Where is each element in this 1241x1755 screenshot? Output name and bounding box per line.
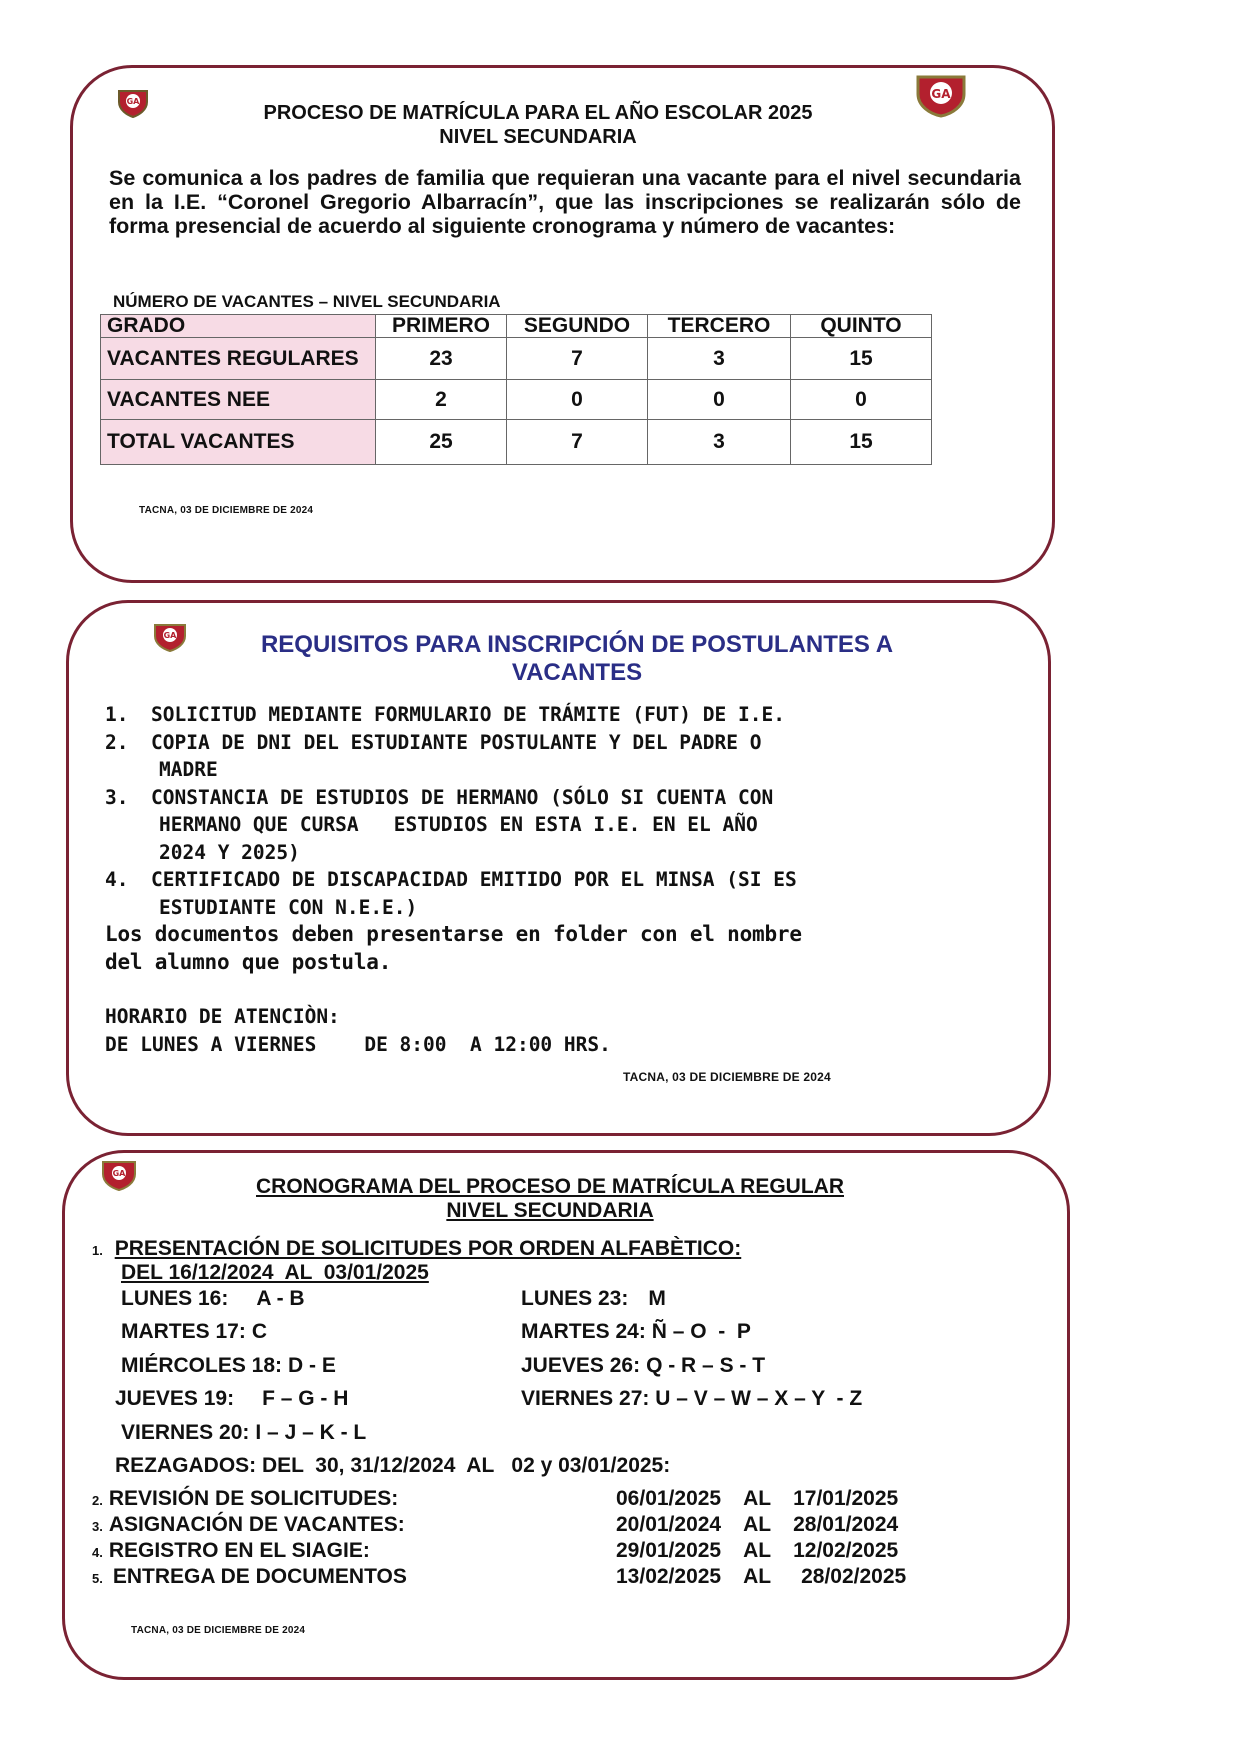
list-item [105, 729, 1035, 784]
date-to: 17/01/2025 [793, 1487, 899, 1510]
date-from: 20/01/2024 [616, 1513, 722, 1536]
column-header: PRIMERO [376, 315, 507, 338]
step-1-range: DEL 16/12/2024 AL 03/01/2025 [121, 1261, 429, 1284]
title-subline: VACANTES [511, 659, 643, 686]
hours-days: DE LUNES A VIERNES [105, 1032, 317, 1056]
page-title [183, 101, 893, 149]
note-line: Los documentos deben presentarse en folder con el nombre [105, 922, 802, 946]
day-letters-right [521, 1387, 862, 1411]
day-letters-left [115, 1387, 348, 1411]
table-cell: 0 [507, 380, 648, 420]
list-item [105, 701, 1035, 729]
date-to: 28/02/2025 [801, 1565, 907, 1588]
day-label: MARTES 17: [121, 1320, 246, 1343]
schedule-step [92, 1539, 370, 1563]
day-letters: A - B [256, 1287, 305, 1310]
list-item [105, 784, 1035, 867]
school-crest-icon [101, 1159, 137, 1191]
day-label: VIERNES 20: [121, 1421, 250, 1444]
day-letters: M [648, 1287, 666, 1310]
step-label: ENTREGA DE DOCUMENTOS [112, 1565, 407, 1588]
day-label: JUEVES 19: [115, 1387, 235, 1410]
column-header: GRADO [101, 315, 376, 338]
table-header-row [101, 315, 932, 338]
schedule-step [92, 1565, 407, 1589]
item-number: 4. [105, 868, 129, 891]
late-applications: REZAGADOS: DEL 30, 31/12/2024 AL 02 y 03/01/2025: [115, 1454, 671, 1477]
step-dates [616, 1487, 898, 1511]
day-letters-left [121, 1320, 267, 1344]
table-row [101, 380, 932, 420]
date-from: 29/01/2025 [616, 1539, 722, 1562]
hours-time: DE 8:00 A 12:00 HRS. [364, 1032, 611, 1056]
table-cell: 15 [791, 420, 932, 465]
date-separator: AL [743, 1565, 772, 1588]
title-line: PROCESO DE MATRÍCULA PARA EL AÑO ESCOLAR 2025 [263, 102, 813, 124]
announcement-paragraph: Se comunica a los padres de familia que requieran una vacante para el nivel secundaria en la I.E. “Coronel Gregorio Albarracín”, que las inscripciones se realizarán sólo de forma presencial de acuerdo al siguiente cronograma y número de vacantes: [109, 166, 1021, 238]
vacancies-table [100, 314, 932, 465]
item-line: MADRE [159, 758, 218, 781]
hours-line [105, 1031, 1035, 1059]
date-separator: AL [743, 1487, 772, 1510]
schedule-step [92, 1513, 405, 1537]
step-title: PRESENTACIÓN DE SOLICITUDES POR ORDEN ALFABÈTICO: [114, 1237, 742, 1260]
row-label: TOTAL VACANTES [101, 420, 376, 465]
title-line: REQUISITOS PARA INSCRIPCIÓN DE POSTULANTES A [260, 631, 894, 658]
step-1-title [92, 1237, 741, 1261]
day-letters: F – G - H [262, 1387, 349, 1410]
enrollment-vacancies-card [70, 65, 1055, 583]
table-cell: 2 [376, 380, 507, 420]
spacer [105, 976, 1035, 1003]
day-letters: Ñ – O - P [651, 1320, 751, 1343]
table-cell: 15 [791, 338, 932, 380]
date-line: TACNA, 03 DE DICIEMBRE DE 2024 [623, 1070, 831, 1084]
item-line: 2024 Y 2025) [159, 840, 300, 864]
day-letters: I – J – K - L [255, 1421, 367, 1444]
step-dates [616, 1565, 906, 1589]
svg-text:GA: GA [126, 97, 140, 106]
day-letters-left [121, 1287, 305, 1311]
table-cell: 0 [791, 380, 932, 420]
day-letters-right [521, 1320, 751, 1344]
date-separator: AL [743, 1513, 772, 1536]
day-label: MARTES 24: [521, 1320, 646, 1343]
step-number: 5. [92, 1571, 103, 1586]
step-dates [616, 1539, 898, 1563]
day-label: MIÉRCOLES 18: [121, 1354, 283, 1377]
schedule-card [62, 1150, 1070, 1680]
svg-text:GA: GA [931, 87, 951, 101]
day-letters-right [521, 1354, 765, 1378]
step-label: REGISTRO EN EL SIAGIE: [108, 1539, 370, 1562]
row-label: VACANTES REGULARES [101, 338, 376, 380]
school-crest-icon [117, 88, 149, 118]
table-cell: 23 [376, 338, 507, 380]
svg-text:GA: GA [112, 1169, 126, 1178]
day-letters: C [251, 1320, 268, 1343]
day-label: VIERNES 27: [521, 1387, 650, 1410]
item-line: HERMANO QUE CURSA ESTUDIOS EN ESTA I.E. EN EL AÑO [159, 813, 758, 836]
schedule-step [92, 1487, 398, 1511]
step-label: ASIGNACIÓN DE VACANTES: [108, 1513, 405, 1536]
date-line: TACNA, 03 DE DICIEMBRE DE 2024 [139, 505, 314, 516]
date-line: TACNA, 03 DE DICIEMBRE DE 2024 [131, 1625, 306, 1636]
step-number: 2. [92, 1493, 103, 1508]
step-number: 3. [92, 1519, 103, 1534]
item-line: CONSTANCIA DE ESTUDIOS DE HERMANO (SÓLO SI CUENTA CON [151, 785, 774, 809]
school-crest-icon [153, 622, 187, 652]
title-subline: NIVEL SECUNDARIA [439, 126, 637, 148]
hours-title: HORARIO DE ATENCIÒN: [105, 1005, 340, 1028]
table-cell: 3 [648, 420, 791, 465]
step-number: 1. [92, 1243, 103, 1258]
day-label: LUNES 23: [521, 1287, 629, 1310]
table-cell: 7 [507, 420, 648, 465]
day-letters: Q - R – S - T [646, 1354, 766, 1377]
day-letters: U – V – W – X – Y - Z [655, 1387, 863, 1410]
requirements-list [105, 701, 1035, 1058]
documents-note [105, 921, 1035, 976]
date-to: 12/02/2025 [793, 1539, 899, 1562]
schedule-title [165, 1175, 935, 1223]
table-cell: 0 [648, 380, 791, 420]
note-line: del alumno que postula. [105, 949, 392, 974]
date-to: 28/01/2024 [793, 1513, 899, 1536]
day-label: LUNES 16: [121, 1287, 229, 1310]
title-subline: NIVEL SECUNDARIA [446, 1199, 654, 1222]
item-line: ESTUDIANTE CON N.E.E.) [159, 895, 418, 919]
requirements-card [66, 600, 1051, 1136]
day-letters-left [121, 1354, 336, 1378]
step-number: 4. [92, 1545, 103, 1560]
table-row [101, 420, 932, 465]
item-line: CERTIFICADO DE DISCAPACIDAD EMITIDO POR EL MINSA (SI ES [151, 868, 797, 891]
table-caption: NÚMERO DE VACANTES – NIVEL SECUNDARIA [113, 292, 501, 311]
school-crest-icon [915, 74, 967, 118]
table-cell: 3 [648, 338, 791, 380]
column-header: TERCERO [648, 315, 791, 338]
date-separator: AL [743, 1539, 772, 1562]
item-number: 1. [105, 703, 129, 726]
column-header: QUINTO [791, 315, 932, 338]
item-number: 2. [105, 730, 129, 754]
requirements-title [187, 631, 967, 687]
item-line: COPIA DE DNI DEL ESTUDIANTE POSTULANTE Y DEL PADRE O [151, 730, 762, 754]
table-cell: 25 [376, 420, 507, 465]
item-line: SOLICITUD MEDIANTE FORMULARIO DE TRÁMITE (FUT) DE I.E. [151, 703, 785, 726]
table-row [101, 338, 932, 380]
list-item [105, 866, 1035, 921]
row-label: VACANTES NEE [101, 380, 376, 420]
title-line: CRONOGRAMA DEL PROCESO DE MATRÍCULA REGULAR [256, 1175, 844, 1198]
svg-text:GA: GA [163, 631, 177, 640]
step-label: REVISIÓN DE SOLICITUDES: [108, 1487, 399, 1510]
date-from: 06/01/2025 [616, 1487, 722, 1510]
table-cell: 7 [507, 338, 648, 380]
column-header: SEGUNDO [507, 315, 648, 338]
step-dates [616, 1513, 898, 1537]
day-letters: D - E [288, 1354, 336, 1377]
item-number: 3. [105, 785, 129, 809]
day-label: JUEVES 26: [521, 1354, 641, 1377]
date-from: 13/02/2025 [616, 1565, 722, 1588]
day-letters-right [521, 1287, 666, 1311]
day-letters-left [121, 1421, 366, 1445]
